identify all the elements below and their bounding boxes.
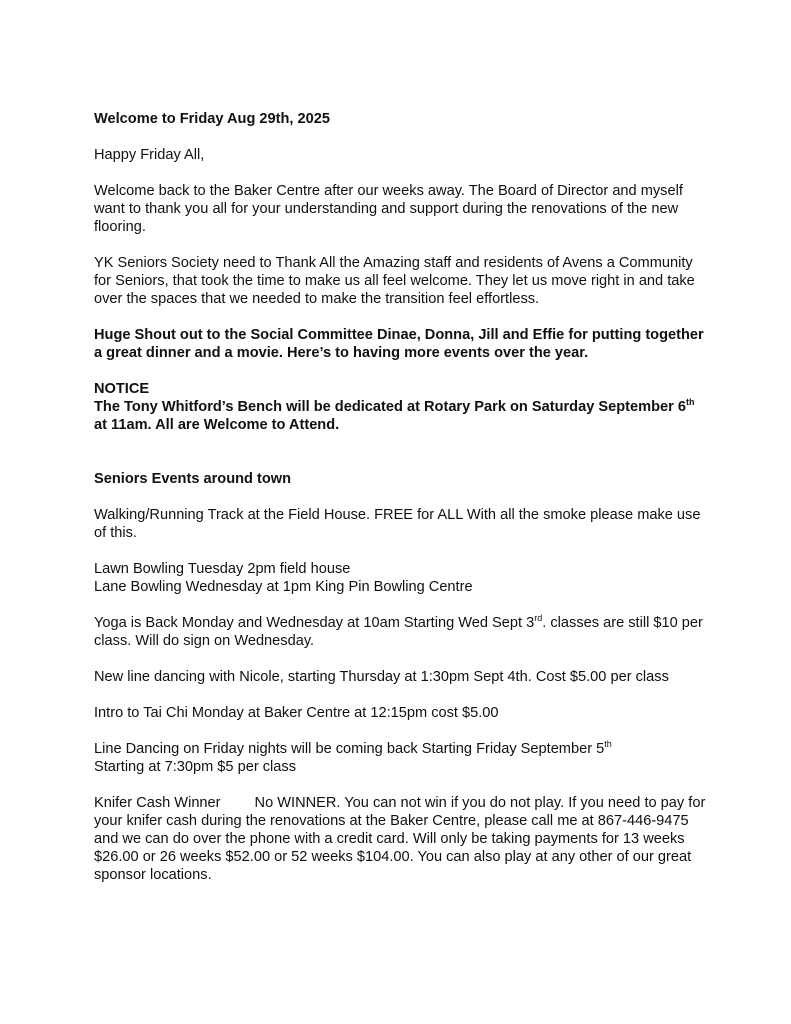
yoga-text-end: . classes are still $10 per class. Will do sign on Wednesday.	[94, 615, 703, 649]
notice-text: The Tony Whitford’s Bench will be dedicated at Rotary Park on Saturday September 6	[94, 399, 686, 415]
notice-block	[94, 380, 706, 434]
welcome-paragraph: Welcome back to the Baker Centre after our weeks away. The Board of Director and myself want to thank you all for your understanding and support during the renovations of the new flooring.	[94, 183, 683, 235]
document-title: Welcome to Friday Aug 29th, 2025	[94, 111, 331, 127]
notice-superscript: th	[685, 397, 695, 408]
document-body	[94, 110, 706, 902]
lane-bowling: Lane Bowling Wednesday at 1pm King Pin Bowling Centre	[94, 579, 473, 595]
friday-dance-text: Line Dancing on Friday nights will be coming back Starting Friday September 5	[94, 741, 605, 757]
bowling-block	[94, 560, 706, 596]
yoga-paragraph	[94, 614, 706, 650]
notice-heading: NOTICE	[94, 381, 150, 397]
line-dancing-nicole-paragraph: New line dancing with Nicole, starting Thursday at 1:30pm Sept 4th. Cost $5.00 per class	[94, 669, 669, 685]
friday-dance-superscript: th	[604, 739, 612, 750]
yoga-text: Yoga is Back Monday and Wednesday at 10am Starting Wed Sept 3	[94, 615, 535, 631]
notice-text-end: at 11am. All are Welcome to Attend.	[94, 417, 340, 433]
greeting: Happy Friday All,	[94, 147, 205, 163]
friday-dance-text-end: Starting at 7:30pm $5 per class	[94, 759, 296, 775]
yoga-superscript: rd	[534, 613, 543, 624]
friday-line-dancing-paragraph	[94, 740, 706, 776]
knifer-cash-text: No WINNER. You can not win if you do not play. If you need to pay for your knifer cash during the renovations at the Baker Centre, please call me at 867-446-9475 and we can do over the phone with a credit card. Will only be taking payments for 13 weeks $26.00 or 26 weeks $52.00 or 52 weeks $104.00. You can also play at any other of our great sponsor locations.	[94, 795, 706, 883]
knifer-cash-paragraph	[94, 794, 706, 884]
shoutout-paragraph: Huge Shout out to the Social Committee Dinae, Donna, Jill and Effie for putting together a great dinner and a movie. Here’s to having more events over the year.	[94, 327, 704, 361]
lawn-bowling: Lawn Bowling Tuesday 2pm field house	[94, 561, 351, 577]
tai-chi-paragraph: Intro to Tai Chi Monday at Baker Centre at 12:15pm cost $5.00	[94, 705, 499, 721]
events-heading: Seniors Events around town	[94, 471, 292, 487]
thanks-paragraph: YK Seniors Society need to Thank All the Amazing staff and residents of Avens a Community for Seniors, that took the time to make us all feel welcome. They let us move right in and take over the spaces that we needed to make the transition feel effortless.	[94, 255, 695, 307]
walking-track-paragraph: Walking/Running Track at the Field House. FREE for ALL With all the smoke please make use of this.	[94, 507, 701, 541]
knifer-cash-label: Knifer Cash Winner	[94, 795, 221, 811]
